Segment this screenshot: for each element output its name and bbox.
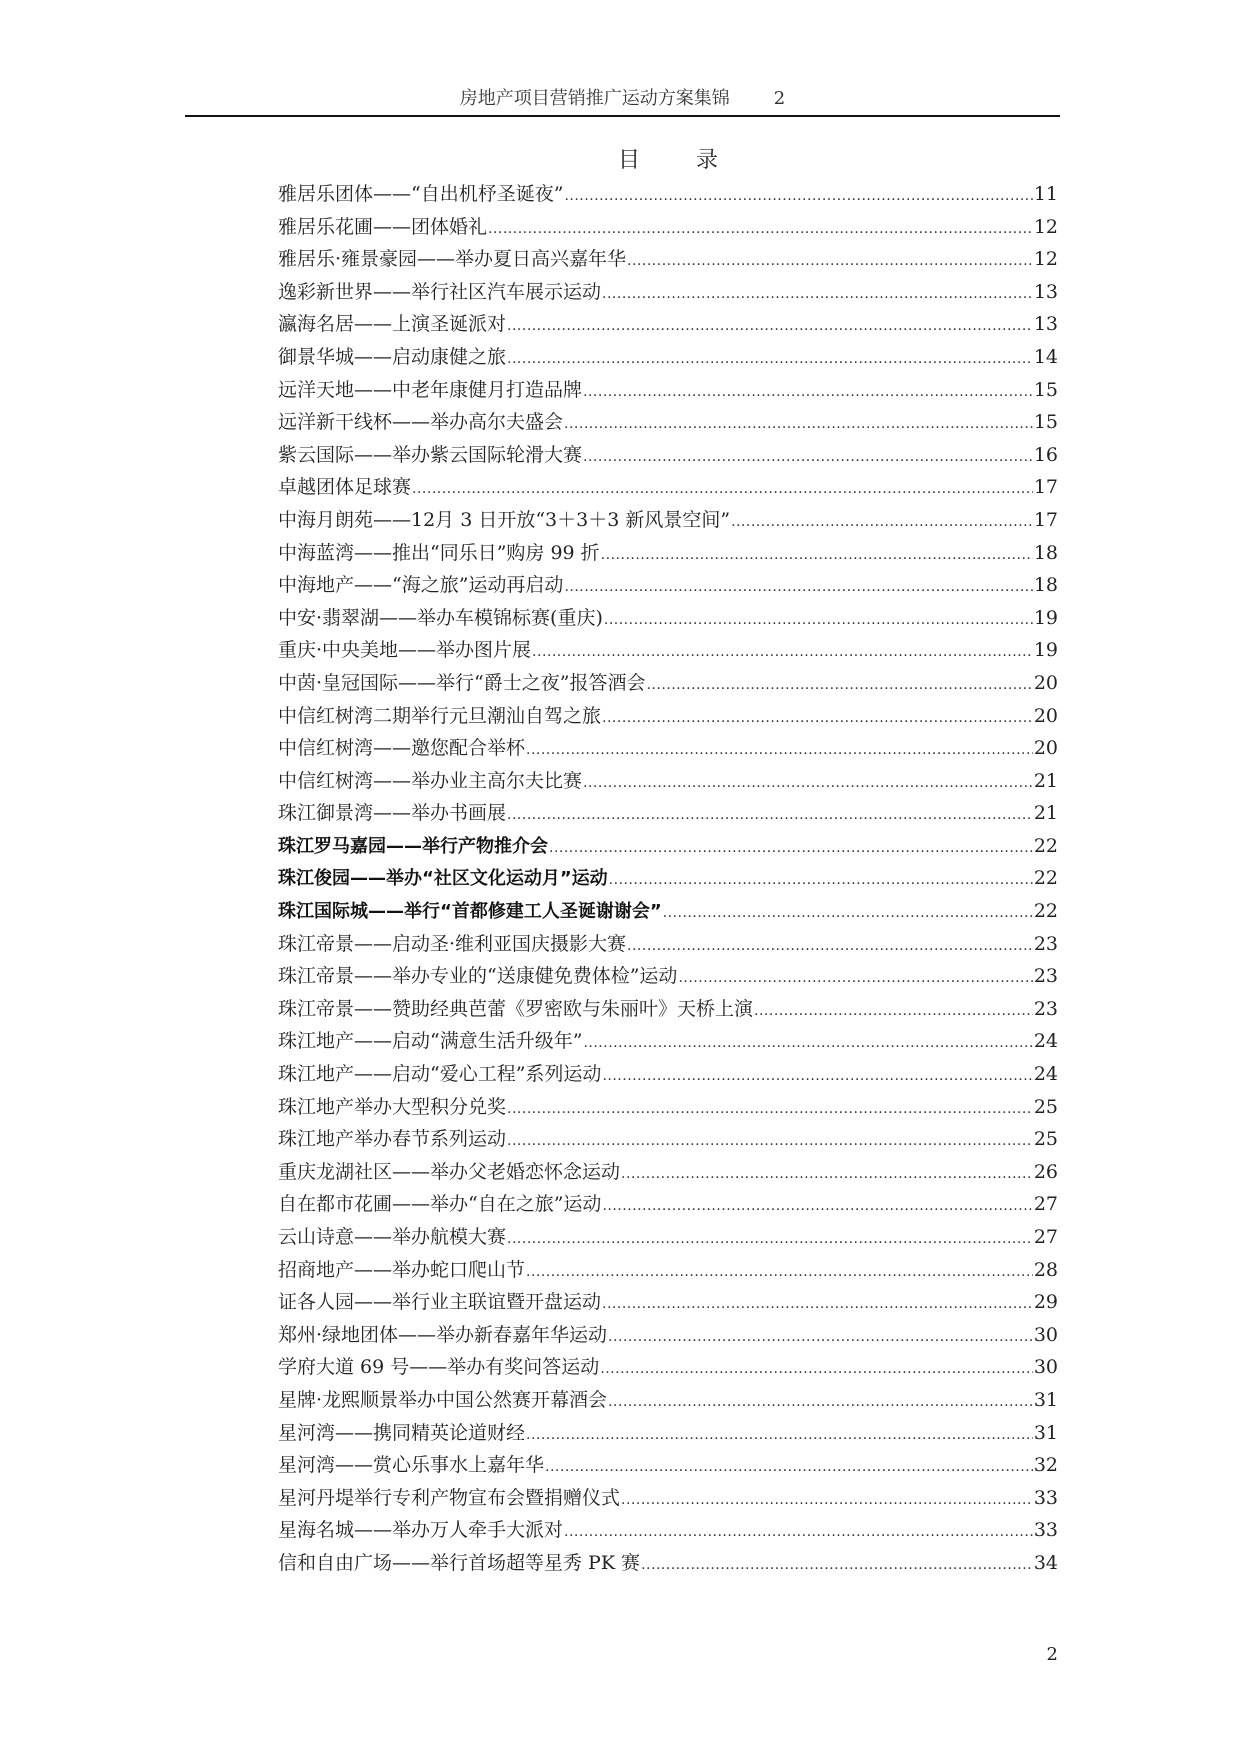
toc-entry[interactable] bbox=[278, 1547, 1058, 1580]
toc-entry-page: 12 bbox=[1033, 215, 1058, 238]
toc-entry[interactable] bbox=[278, 797, 1058, 830]
toc-entry-title: 瀛海名居——上演圣诞派对 bbox=[278, 313, 507, 336]
toc-entry-page: 15 bbox=[1033, 411, 1058, 434]
toc-entry[interactable] bbox=[278, 1221, 1058, 1254]
toc-entry-title: 学府大道 69 号——举办有奖问答运动 bbox=[278, 1356, 600, 1379]
toc-entry-title: 御景华城——启动康健之旅 bbox=[278, 345, 507, 368]
toc-entry-page: 23 bbox=[1033, 997, 1058, 1020]
toc-entry[interactable] bbox=[278, 1351, 1058, 1384]
toc-entry-page: 21 bbox=[1033, 802, 1058, 825]
toc-entry-page: 26 bbox=[1033, 1160, 1058, 1183]
toc-entry[interactable] bbox=[278, 1482, 1058, 1515]
toc-leader-dots bbox=[507, 799, 1033, 832]
toc-entry-title: 中茵·皇冠国际——举行“爵士之夜”报答酒会 bbox=[278, 671, 646, 694]
toc-entry-title: 珠江帝景——赞助经典芭蕾《罗密欧与朱丽叶》天桥上演 bbox=[278, 997, 754, 1020]
toc-entry-title: 中信红树湾——邀您配合举杯 bbox=[278, 737, 526, 760]
toc-entry-page: 13 bbox=[1033, 280, 1058, 303]
toc-entry[interactable] bbox=[278, 537, 1058, 570]
toc-entry-title: 远洋天地——中老年康健月打造品牌 bbox=[278, 378, 583, 401]
toc-leader-dots bbox=[646, 669, 1032, 702]
toc-entry-title: 中信红树湾——举办业主高尔夫比赛 bbox=[278, 769, 583, 792]
toc-leader-dots bbox=[602, 702, 1033, 735]
toc-entry-page: 24 bbox=[1033, 1063, 1058, 1086]
toc-entry-title: 证各人园——举行业主联谊暨开盘运动 bbox=[278, 1291, 602, 1314]
toc-leader-dots bbox=[488, 213, 1033, 246]
toc-entry[interactable] bbox=[278, 1188, 1058, 1221]
toc-entry[interactable] bbox=[278, 960, 1058, 993]
toc-leader-dots bbox=[507, 343, 1033, 376]
toc-entry-title: 中信红树湾二期举行元旦潮汕自驾之旅 bbox=[278, 704, 602, 727]
toc-leader-dots bbox=[549, 832, 1033, 865]
toc-entry[interactable] bbox=[278, 928, 1058, 961]
toc-entry-title: 珠江御景湾——举办书画展 bbox=[278, 802, 507, 825]
toc-entry[interactable] bbox=[278, 406, 1058, 439]
toc-entry-title: 珠江地产举办大型积分兑奖 bbox=[278, 1095, 507, 1118]
toc-entry[interactable] bbox=[278, 1156, 1058, 1189]
toc-entry-title: 重庆龙湖社区——举办父老婚恋怀念运动 bbox=[278, 1160, 621, 1183]
toc-entry-title: 郑州·绿地团体——举办新春嘉年华运动 bbox=[278, 1323, 608, 1346]
toc-entry[interactable] bbox=[278, 895, 1058, 928]
toc-entry[interactable] bbox=[278, 1384, 1058, 1417]
toc-entry-page: 20 bbox=[1033, 671, 1058, 694]
toc-leader-dots bbox=[564, 1516, 1033, 1549]
toc-entry-title: 雅居乐团体——“自出机杼圣诞夜” bbox=[278, 183, 564, 205]
toc-leader-dots bbox=[526, 1419, 1033, 1452]
toc-entry-title: 星河湾——携同精英论道财经 bbox=[278, 1421, 526, 1444]
toc-leader-dots bbox=[627, 245, 1033, 278]
toc-entry-page: 34 bbox=[1033, 1551, 1058, 1574]
toc-leader-dots bbox=[507, 1125, 1033, 1158]
toc-entry-page: 25 bbox=[1033, 1095, 1058, 1118]
toc-leader-dots bbox=[602, 278, 1033, 311]
toc-entry-title: 星牌·龙熙顺景举办中国公然赛开幕酒会 bbox=[278, 1388, 608, 1411]
toc-entry-page: 13 bbox=[1033, 313, 1058, 336]
toc-entry-title: 云山诗意——举办航模大赛 bbox=[278, 1226, 507, 1248]
toc-leader-dots bbox=[583, 767, 1033, 800]
toc-entry-title: 卓越团体足球赛 bbox=[278, 476, 412, 499]
toc-entry[interactable] bbox=[278, 700, 1058, 733]
toc-leader-dots bbox=[564, 180, 1032, 213]
toc-entry-page: 14 bbox=[1033, 345, 1058, 368]
toc-entry[interactable] bbox=[278, 1058, 1058, 1091]
toc-leader-dots bbox=[583, 441, 1033, 474]
toc-entry-page: 28 bbox=[1033, 1258, 1058, 1281]
header-rule bbox=[185, 115, 1060, 117]
toc-entry-title: 珠江罗马嘉园——举行产物推介会 bbox=[278, 835, 548, 857]
toc-entry[interactable] bbox=[278, 830, 1058, 863]
toc-entry-title: 珠江帝景——举办专业的“送康健免费体检”运动 bbox=[278, 965, 678, 988]
toc-entry-page: 19 bbox=[1033, 606, 1058, 629]
toc-entry-page: 16 bbox=[1033, 443, 1058, 466]
toc-entry-title: 重庆·中央美地——举办图片展 bbox=[278, 639, 532, 662]
toc-leader-dots bbox=[564, 408, 1033, 441]
header-title: 房地产项目营销推广运动方案集锦 bbox=[459, 88, 730, 109]
toc-entry-page: 31 bbox=[1033, 1421, 1058, 1444]
toc-entry-title: 招商地产——举办蛇口爬山节 bbox=[278, 1258, 526, 1281]
toc-leader-dots bbox=[583, 376, 1033, 409]
toc-leader-dots bbox=[604, 604, 1033, 637]
toc-entry-title: 星海名城——举办万人牵手大派对 bbox=[278, 1519, 564, 1542]
toc-entry[interactable] bbox=[278, 634, 1058, 667]
toc-leader-dots bbox=[602, 1190, 1032, 1223]
toc-entry-page: 17 bbox=[1033, 476, 1058, 499]
toc-leader-dots bbox=[627, 930, 1033, 963]
toc-entry-page: 30 bbox=[1033, 1323, 1058, 1346]
toc-entry[interactable] bbox=[278, 1449, 1058, 1482]
toc-leader-dots bbox=[600, 1353, 1033, 1386]
toc-leader-dots bbox=[608, 1321, 1033, 1354]
toc-entry[interactable] bbox=[278, 1254, 1058, 1287]
toc-entry[interactable] bbox=[278, 308, 1058, 341]
toc-entry-page: 27 bbox=[1033, 1226, 1058, 1248]
toc-entry-title: 珠江地产举办春节系列运动 bbox=[278, 1128, 507, 1151]
toc-entry-title: 星河湾——赏心乐事水上嘉年华 bbox=[278, 1454, 545, 1477]
toc-leader-dots bbox=[621, 1158, 1033, 1191]
toc-entry-title: 星河丹堤举行专利产物宣布会暨捐赠仪式 bbox=[278, 1486, 621, 1509]
toc-entry[interactable] bbox=[278, 276, 1058, 309]
toc-entry-page: 24 bbox=[1033, 1030, 1058, 1053]
toc-leader-dots bbox=[731, 506, 1033, 539]
toc-leader-dots bbox=[532, 636, 1033, 669]
toc-entry-page: 31 bbox=[1033, 1388, 1058, 1411]
toc-entry-page: 27 bbox=[1033, 1193, 1058, 1216]
toc-entry[interactable] bbox=[278, 1319, 1058, 1352]
toc-entry[interactable] bbox=[278, 374, 1058, 407]
toc-entry[interactable] bbox=[278, 471, 1058, 504]
toc-entry-page: 23 bbox=[1033, 965, 1058, 988]
toc-entry[interactable] bbox=[278, 667, 1058, 700]
toc-leader-dots bbox=[754, 995, 1033, 1028]
toc-leader-dots bbox=[602, 1060, 1032, 1093]
toc-entry-page: 32 bbox=[1033, 1454, 1058, 1477]
toc-entry-page: 29 bbox=[1033, 1291, 1058, 1314]
toc-entry-title: 雅居乐·雍景豪园——举办夏日高兴嘉年华 bbox=[278, 248, 627, 271]
page-header bbox=[185, 84, 1060, 114]
toc-leader-dots bbox=[545, 1451, 1033, 1484]
toc-entry-page: 19 bbox=[1033, 639, 1058, 662]
toc-leader-dots bbox=[641, 1549, 1033, 1582]
toc-list bbox=[278, 178, 1058, 1580]
toc-entry[interactable] bbox=[278, 732, 1058, 765]
toc-entry[interactable] bbox=[278, 569, 1058, 602]
toc-entry-title: 自在都市花圃——举办“自在之旅”运动 bbox=[278, 1193, 602, 1216]
toc-entry-page: 20 bbox=[1033, 737, 1058, 760]
toc-entry-page: 22 bbox=[1033, 900, 1058, 923]
toc-entry-page: 22 bbox=[1033, 867, 1058, 890]
toc-entry-page: 18 bbox=[1033, 574, 1058, 597]
toc-entry[interactable] bbox=[278, 862, 1058, 895]
toc-entry[interactable] bbox=[278, 765, 1058, 798]
toc-entry[interactable] bbox=[278, 1417, 1058, 1450]
toc-entry-page: 25 bbox=[1033, 1128, 1058, 1151]
toc-entry-title: 中海地产——“海之旅”运动再启动 bbox=[278, 574, 564, 597]
toc-entry-page: 21 bbox=[1033, 769, 1058, 792]
toc-entry[interactable] bbox=[278, 211, 1058, 244]
toc-leader-dots bbox=[526, 734, 1033, 767]
toc-entry-page: 15 bbox=[1033, 378, 1058, 401]
toc-leader-dots bbox=[507, 310, 1033, 343]
toc-entry-title: 雅居乐花圃——团体婚礼 bbox=[278, 215, 488, 238]
toc-entry-title: 中海月朗苑——12月 3 日开放“3＋3＋3 新风景空间” bbox=[278, 508, 731, 531]
toc-title: 目录 bbox=[617, 148, 774, 173]
header-page-number: 2 bbox=[773, 88, 786, 109]
toc-entry[interactable] bbox=[278, 1286, 1058, 1319]
toc-leader-dots bbox=[609, 864, 1033, 897]
toc-entry[interactable] bbox=[278, 1514, 1058, 1547]
toc-entry[interactable] bbox=[278, 993, 1058, 1026]
toc-entry-title: 珠江地产——启动“爱心工程”系列运动 bbox=[278, 1063, 602, 1086]
toc-leader-dots bbox=[678, 962, 1032, 995]
toc-entry-page: 33 bbox=[1033, 1519, 1058, 1542]
toc-leader-dots bbox=[602, 1288, 1033, 1321]
toc-entry[interactable] bbox=[278, 178, 1058, 211]
toc-entry[interactable] bbox=[278, 504, 1058, 537]
toc-leader-dots bbox=[412, 473, 1033, 506]
toc-entry-title: 远洋新干线杯——举办高尔夫盛会 bbox=[278, 411, 564, 434]
toc-entry-page: 11 bbox=[1033, 183, 1058, 205]
toc-leader-dots bbox=[507, 1223, 1033, 1256]
toc-entry-page: 23 bbox=[1033, 932, 1058, 955]
toc-entry-page: 12 bbox=[1033, 248, 1058, 271]
toc-leader-dots bbox=[564, 571, 1032, 604]
footer-page-number: 2 bbox=[1046, 1644, 1058, 1665]
toc-entry-title: 珠江国际城——举行“首都修建工人圣诞谢谢会” bbox=[278, 901, 662, 923]
toc-entry[interactable] bbox=[278, 1025, 1058, 1058]
toc-entry-title: 珠江地产——启动“满意生活升级年” bbox=[278, 1030, 583, 1053]
toc-entry-page: 22 bbox=[1033, 834, 1058, 857]
toc-entry-title: 紫云国际——举办紫云国际轮滑大赛 bbox=[278, 443, 583, 466]
toc-leader-dots bbox=[583, 1027, 1032, 1060]
toc-entry-title: 珠江俊园——举办“社区文化运动月”运动 bbox=[278, 868, 608, 890]
toc-leader-dots bbox=[526, 1256, 1033, 1289]
toc-entry-page: 30 bbox=[1033, 1356, 1058, 1379]
toc-entry[interactable] bbox=[278, 602, 1058, 635]
toc-entry[interactable] bbox=[278, 1123, 1058, 1156]
toc-entry[interactable] bbox=[278, 439, 1058, 472]
toc-leader-dots bbox=[507, 1093, 1033, 1126]
toc-entry-title: 信和自由广场——举行首场超等星秀 PK 赛 bbox=[278, 1551, 641, 1574]
toc-entry-page: 20 bbox=[1033, 704, 1058, 727]
toc-leader-dots bbox=[608, 1386, 1033, 1419]
toc-entry-page: 17 bbox=[1033, 508, 1058, 531]
toc-leader-dots bbox=[601, 539, 1033, 572]
toc-entry-page: 18 bbox=[1033, 541, 1058, 564]
toc-entry-title: 珠江帝景——启动圣·维利亚国庆摄影大赛 bbox=[278, 932, 627, 955]
toc-entry-title: 中海蓝湾——推出“同乐日”购房 99 折 bbox=[278, 541, 600, 564]
toc-entry-page: 33 bbox=[1033, 1486, 1058, 1509]
toc-leader-dots bbox=[663, 897, 1033, 930]
toc-entry[interactable] bbox=[278, 341, 1058, 374]
toc-leader-dots bbox=[621, 1484, 1033, 1517]
toc-entry[interactable] bbox=[278, 243, 1058, 276]
toc-entry-title: 中安·翡翠湖——举办车模锦标赛(重庆) bbox=[278, 606, 603, 629]
toc-entry-title: 逸彩新世界——举行社区汽车展示运动 bbox=[278, 280, 602, 303]
toc-entry[interactable] bbox=[278, 1091, 1058, 1124]
